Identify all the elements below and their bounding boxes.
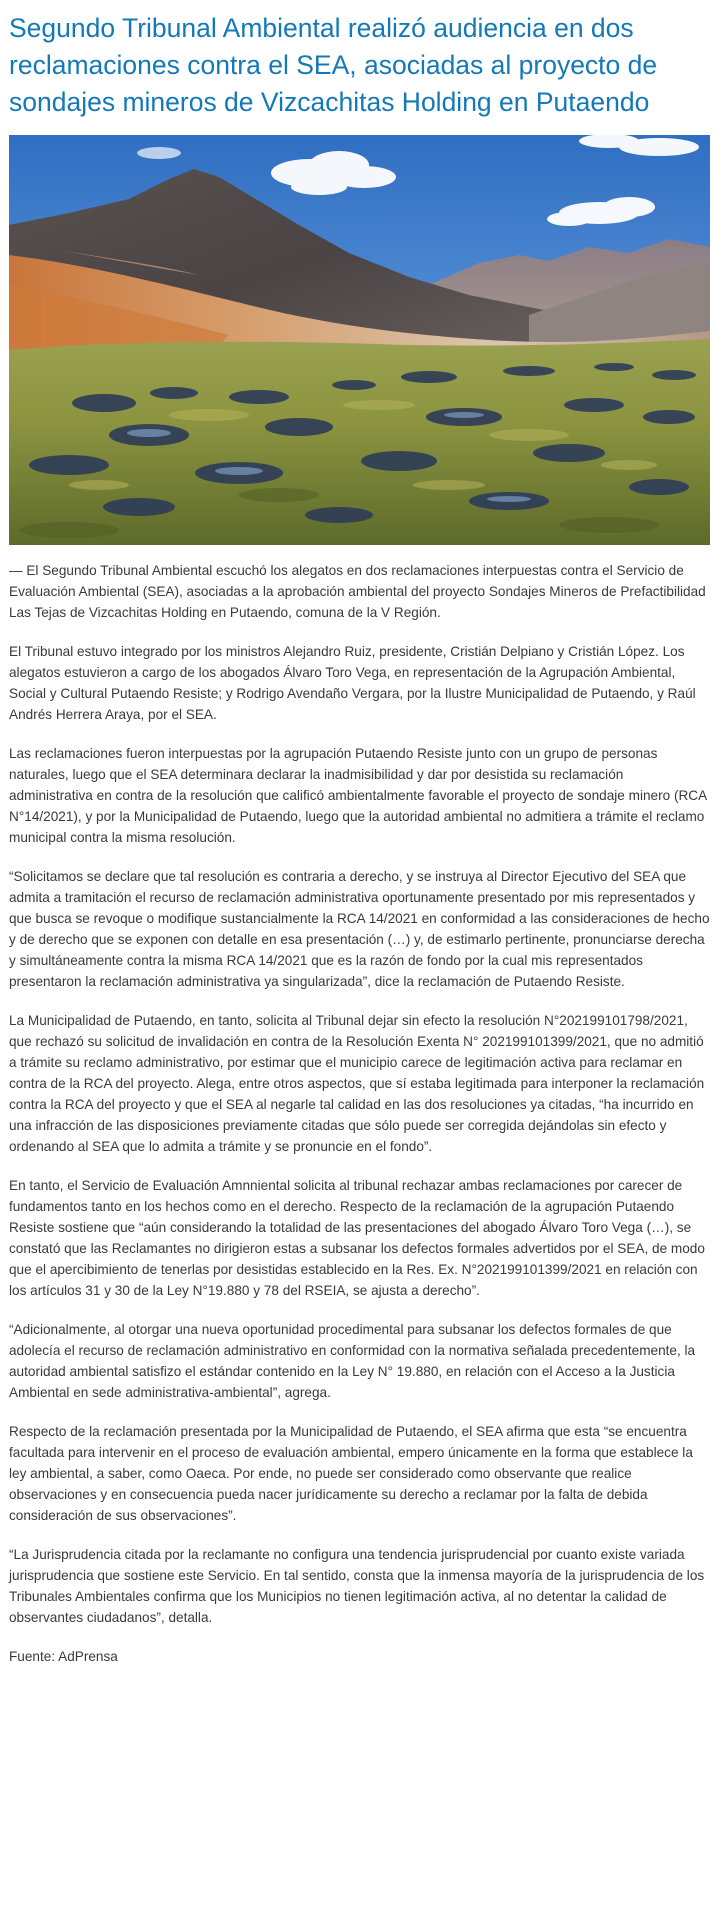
article (9, 0, 710, 1667)
article-paragraph: “La Jurisprudencia citada por la reclamante no configura una tendencia jurisprudencial por cuanto existe variada jurisprudencia que sostiene este Servicio. En tal sentido, consta que la inmensa mayoría de la jurisprudencia de los Tribunales Ambientales confirma que los Municipios no tienen legitimación activa, al no detentar la calidad de observantes ciudadanos”, detalla. (9, 1547, 705, 1625)
article-paragraph: Las reclamaciones fueron interpuestas por la agrupación Putaendo Resiste junto con un grupo de personas naturales, luego que el SEA determinara declarar la inadmisibilidad y dar por desistida su reclamación administrativa en contra de la resolución que calificó ambientalmente favorable el proyecto de sondaje minero (RCA N°14/2021), y por la Municipalidad de Putaendo, luego que la autoridad ambiental no admitiera a trámite el reclamo municipal contra la misma resolución. (9, 746, 707, 845)
article-paragraph: El Tribunal estuvo integrado por los ministros Alejandro Ruiz, presidente, Cristián Delpiano y Cristián López. Los alegatos estuvieron a cargo de los abogados Álvaro Toro Vega, en representación de la Agrupación Ambiental, Social y Cultural Putaendo Resiste; y Rodrigo Avendaño Vergara, por la Ilustre Municipalidad de Putaendo, y Raúl Andrés Herrera Araya, por el SEA. (9, 644, 696, 722)
article-paragraph: “Solicitamos se declare que tal resolución es contraria a derecho, y se instruya al Director Ejecutivo del SEA que admita a tramitación el recurso de reclamación administrativa oportunamente presentado por mis representados y que busca se revoque o modifique sustancialmente la RCA 14/2021 en conformidad a las consideraciones de hecho y de derecho que se exponen con detalle en esa presentación (…) y, de estimarlo pertinente, pronunciarse derecha y simultáneamente contra la misma RCA 14/2021 que es la razón de fondo por la cual mis representados presentaron la reclamación administrativa ya singularizada”, dice la reclamación de Putaendo Resiste. (9, 869, 710, 989)
article-paragraph: “Adicionalmente, al otorgar una nueva oportunidad procedimental para subsanar los defectos formales de que adolecía el recurso de reclamación administrativo en conformidad con la normativa señalada precedentemente, la autoridad ambiental satisfizo el estándar contenido en la Ley N° 19.880, en relación con el Acceso a la Justicia Ambiental en sede administrativa-ambiental”, agrega. (9, 1322, 696, 1400)
article-hero-image (9, 135, 710, 545)
mountain-landscape-photo-icon (9, 135, 710, 545)
article-paragraph: En tanto, el Servicio de Evaluación Amnniental solicita al tribunal rechazar ambas reclamaciones por carecer de fundamentos tanto en los hechos como en el derecho. Respecto de la reclamación de la agrupación Putaendo Resiste sostiene que “aún considerando la totalidad de las presentaciones del abogado Álvaro Toro Vega (…), se constató que las Reclamantes no dirigieron estas a subsanar los defectos formales advertidos por el SEA, de modo que el apercibimiento de tenerlas por desistidas establecido en la Res. Ex. N°202199101399/2021 en relación con los artículos 31 y 30 de la Ley N°19.880 y 78 del RSEIA, se ajusta a derecho”. (9, 1178, 705, 1298)
article-source: Fuente: AdPrensa (9, 1649, 118, 1664)
article-paragraph: La Municipalidad de Putaendo, en tanto, solicita al Tribunal dejar sin efecto la resolución N°202199101798/2021, que rechazó su solicitud de invalidación en contra de la Resolución Exenta N° 202199101399/2021, que no admitió a trámite su reclamo administrativo, por estimar que el municipio carece de legitimación activa para reclamar en contra de la RCA del proyecto. Alega, entre otros aspectos, que sí estaba legitimada para interponer la reclamación contra la RCA del proyecto y que el SEA al negarle tal calidad en las dos resoluciones ya citadas, “ha incurrido en una infracción de las disposiciones previamente citadas que sólo puede ser corregida dejándolas sin efecto y ordenando al SEA que lo admita a trámite y se pronuncie en el fondo”. (9, 1013, 705, 1154)
article-body (9, 560, 710, 1628)
article-paragraph: — El Segundo Tribunal Ambiental escuchó los alegatos en dos reclamaciones interpuestas contra el Servicio de Evaluación Ambiental (SEA), asociadas a la aprobación ambiental del proyecto Sondajes Mineros de Prefactibilidad Las Tejas de Vizcachitas Holding en Putaendo, comuna de la V Región. (9, 563, 706, 620)
article-paragraph: Respecto de la reclamación presentada por la Municipalidad de Putaendo, el SEA afirma que esta “se encuentra facultada para intervenir en el proceso de evaluación ambiental, empero únicamente en la forma que establece la ley ambiental, a saber, como Oaeca. Por ende, no puede ser considerado como observante que realice observaciones y en consecuencia pueda nacer jurídicamente su derecho a reclamar por la falta de debida consideración de sus observaciones”. (9, 1424, 693, 1523)
article-title: Segundo Tribunal Ambiental realizó audiencia en dos reclamaciones contra el SEA, asociadas al proyecto de sondajes mineros de Vizcachitas Holding en Putaendo (9, 13, 658, 117)
